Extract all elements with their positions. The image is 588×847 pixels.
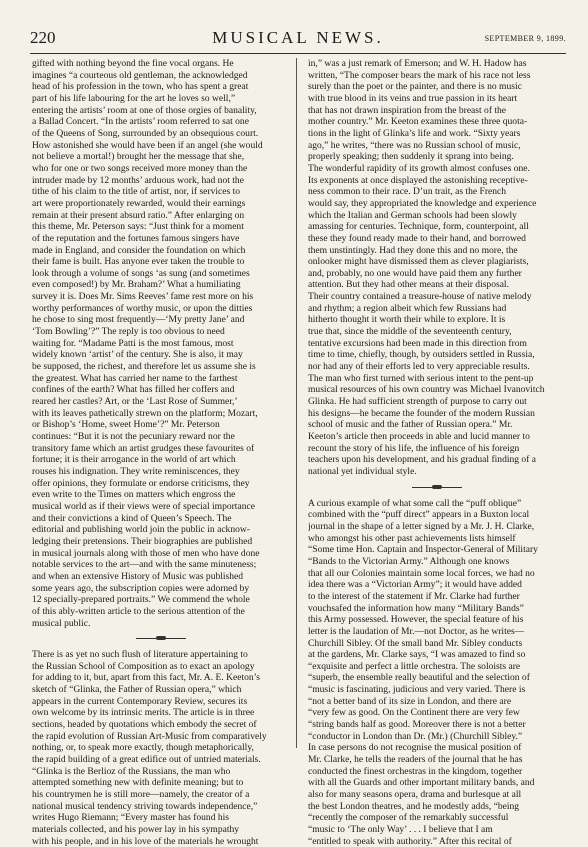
- text-line: “exquisite and perfect a little orchestra. The soloists are: [308, 660, 521, 672]
- text-line: “not a better band of its size in London, and there are: [308, 695, 512, 707]
- article-puff-oblique: [308, 498, 566, 847]
- text-line: appears in the current Contemporary Review, secures its: [32, 695, 248, 707]
- text-line: or Bishop’s ‘Home, sweet Home’?” Mr. Peterson: [32, 419, 220, 431]
- text-line: Keeton’s article then proceeds in able and lucid manner to: [308, 431, 530, 442]
- text-line: be supposed, the richest, and therefore let us assume she is: [32, 361, 256, 373]
- text-line: own welcome by its intrinsic merits. The article is in three: [32, 707, 255, 719]
- text-line: and their convictions a kind of Queen’s Speech. The: [32, 512, 232, 524]
- text-line: “superb, the ensemble really beautiful and the selection of: [308, 672, 530, 684]
- header-rule: [30, 53, 566, 54]
- text-line: national musical tendency striving towards independence,”: [32, 800, 258, 812]
- text-line: school of music and the father of Russian opera.” Mr.: [308, 419, 513, 431]
- text-line: fortune; it is their arrogance in the world of art which: [32, 454, 236, 466]
- text-line: national yet individual style.: [308, 465, 417, 477]
- text-line: “entitled to speak with authority.” After this recital of: [308, 835, 512, 847]
- text-line: offer opinions, they formulate or endorse criticisms, they: [32, 477, 250, 489]
- text-line: confines of the earth? What has filled her coffers and: [32, 384, 235, 396]
- text-line: even composed!) by Mr. Braham?’ What a humiliating: [32, 279, 241, 291]
- text-line: art were proportionately rewarded, would their earnings: [32, 197, 246, 209]
- text-line: even write to the Times on matters which engross the: [32, 489, 236, 501]
- text-line: with its leaves pathetically strewn on the platform; Mozart,: [32, 407, 258, 419]
- text-line: reared her castles? Art, or the ‘Last Rose of Summer,’: [32, 396, 238, 408]
- text-line: waiting for. “Madame Patti is the most famous, most: [32, 337, 234, 349]
- article-glinka-continued: [308, 58, 566, 478]
- text-line: who amongst his other past achievements lists himself: [308, 532, 516, 544]
- text-line: for adding to it, but, apart from this fact, Mr. A. E. Keeton’s: [32, 672, 261, 684]
- right-column: [308, 58, 566, 847]
- text-line: his countrymen he is still more—namely, the creator of a: [32, 789, 250, 801]
- text-line: There is as yet no such flush of literature appertaining to: [32, 649, 248, 661]
- text-line: tithe of his claim to the title of artist, nor, if services to: [32, 186, 241, 198]
- text-line: notable services to the art—and with the same minuteness;: [32, 559, 257, 571]
- text-line: widely known ‘artist’ of the century. She is also, it may: [32, 349, 243, 361]
- text-line: with all the Guards and other important military bands, and: [308, 777, 535, 789]
- text-line: and, probably, no one would have paid them any further: [308, 267, 522, 279]
- text-line: survey it is. Does Mr. Sims Reeves’ fame rest more on his: [32, 291, 254, 303]
- text-line: onlooker might have dismissed them as clever plagiarists,: [308, 256, 529, 268]
- text-line: the Russian School of Composition as to exact an apology: [32, 660, 255, 672]
- text-line: transitory fame which an artist grudges these favourites of: [32, 442, 255, 454]
- text-line: 12 specially-prepared portraits.” We commend the whole: [32, 594, 250, 606]
- text-line: of the reputation and the fortunes famous singers have: [32, 232, 240, 244]
- text-line: their fame is built. Has anyone ever taken the trouble to: [32, 256, 245, 268]
- text-line: sections, headed by quotations which embody the secret of: [32, 719, 257, 731]
- text-line: “very few as good. On the Continent there are very few: [308, 707, 520, 719]
- text-line: letter is the laudation of Mr.—not Doctor, as he writes—: [308, 625, 525, 637]
- text-line: Their country contained a treasure-house of native melody: [308, 291, 532, 303]
- text-line: vouchsafed the information how many “Military Bands”: [308, 602, 524, 614]
- text-line: this theme, Mr. Peterson says: “Just think for a moment: [32, 221, 244, 233]
- text-line: which the Italian and German schools had been slowly: [308, 209, 517, 221]
- text-line: who for one or two songs received more money than the: [32, 162, 248, 174]
- text-line: of this ably-written article to the serious attention of the: [32, 605, 245, 617]
- text-line: of the Queens of Song, surrounded by an obsequious court.: [32, 127, 259, 139]
- text-line: recount the story of his life, the influence of his foreign: [308, 442, 520, 454]
- text-line: these they found ready made to their hand, and borrowed: [308, 232, 526, 244]
- text-line: combined with the “puff direct” appears in a Buxton local: [308, 509, 530, 521]
- text-line: surely than the poet or the painter, and there is no music: [308, 81, 522, 93]
- text-line: How astonished she would have been if an angel (she would: [32, 139, 263, 151]
- text-line: journal in the shape of a letter signed by a Mr. J. H. Clarke,: [308, 520, 535, 532]
- text-line: that all our Colonies maintain some local forces, we had no: [308, 567, 535, 579]
- text-line: look through a volume of songs ‘as sung (and sometimes: [32, 267, 250, 279]
- text-line: amassing for centuries. Technique, form, counterpoint, all: [308, 221, 529, 233]
- section-separator: [32, 629, 290, 649]
- column-divider: [296, 58, 297, 748]
- text-line: “Some time Hon. Captain and Inspector-General of Military: [308, 544, 538, 556]
- text-line: continues: “But it is not the pecuniary reward nor the: [32, 431, 235, 442]
- text-line: “conductor in London than Dr. (Mr.) (Churchill Sibley.”: [308, 730, 523, 742]
- text-line: the rapid evolution of Russian Art-Music from comparatively: [32, 730, 267, 742]
- text-line: ness common to their race. D’un trait, as the French: [308, 186, 507, 198]
- left-column: [32, 58, 290, 847]
- text-line: mother country.” Mr. Keeton examines these three quota-: [308, 116, 528, 128]
- text-line: Churchill Sibley. Of the small band Mr. Sibley conducts: [308, 637, 523, 649]
- text-line: worthy performances of worthy music, or upon the ditties: [32, 302, 253, 314]
- text-line: in,” was a just remark of Emerson; and W. H. Hadow has: [308, 58, 527, 69]
- text-line: a Ballad Concert. “In the artists’ room referred to sat one: [32, 116, 249, 128]
- text-line: A curious example of what some call the “puff oblique”: [308, 497, 522, 509]
- text-line: writes Hugo Riemann; “Every master has found his: [32, 812, 229, 824]
- text-line: some years ago, the subscription copies were adorned by: [32, 582, 250, 594]
- text-line: hitherto thought it worth their while to explore. It is: [308, 314, 506, 326]
- text-line: The wonderful rapidity of its growth almost confuses one.: [308, 162, 530, 174]
- text-line: ledging their pretensions. Their biographies are published: [32, 535, 253, 547]
- page-header: [30, 26, 566, 50]
- text-line: attention. But they had other means at their disposal.: [308, 279, 509, 291]
- text-line: The man who first turned with serious intent to the pent-up: [308, 372, 534, 384]
- text-line: Glinka. He had sufficient strength of purpose to carry out: [308, 396, 527, 408]
- text-line: that has not drawn inspiration from the breast of the: [308, 104, 507, 116]
- section-separator: [308, 478, 566, 498]
- text-line: ago,” he writes, “there was no Russian school of music,: [308, 139, 521, 151]
- publication-title: MUSICAL NEWS.: [212, 28, 384, 47]
- text-line: nor had any of their efforts led to very appreciable results.: [308, 361, 530, 373]
- text-line: teachers upon his development, and his gradual finding of a: [308, 454, 537, 466]
- text-line: he chose to sing most frequently—‘My pretty Jane’ and: [32, 314, 245, 326]
- text-line: time to time, chiefly, though, by outsiders settled in Russia,: [308, 349, 535, 361]
- article-glinka-intro: [32, 649, 290, 847]
- text-line: entering the artists’ room at one of those orgies of banality,: [32, 104, 257, 116]
- text-line: “recently the composer of the remarkably successful: [308, 812, 509, 824]
- text-line: “music is fascinating, judicious and very varied. There is: [308, 684, 526, 696]
- text-line: editorial and publishing world join the public in acknow-: [32, 524, 250, 536]
- text-line: “Bands to the Victorian Army.” Although one knows: [308, 555, 510, 567]
- text-line: part of his life labouring for the art he loves so well,”: [32, 92, 236, 104]
- text-line: nothing, or, to speak more exactly, though metaphorically,: [32, 742, 254, 754]
- text-line: remain at their present absurd ratio.” After enlarging on: [32, 209, 245, 221]
- text-line: musical public.: [32, 617, 91, 629]
- article-peterson-continued: [32, 58, 290, 629]
- text-line: rouses his indignation. They write reminiscences, they: [32, 465, 240, 477]
- page-number: 220: [30, 28, 56, 47]
- text-line: “string bands half as good. Moreover there is not a better: [308, 719, 526, 731]
- text-line: also for many seasons opera, drama and burlesque at all: [308, 789, 522, 801]
- text-line: made in England, and consider the foundation on which: [32, 244, 246, 256]
- text-line: not believe a mortal!) brought her the message that she,: [32, 151, 245, 163]
- text-line: the rapid building of a great edifice out of untried materials.: [32, 754, 261, 766]
- text-line: properly speaking; then suddenly it sprang into being.: [308, 151, 514, 163]
- text-line: “music to ‘The only Way’ . . . I believe that I am: [308, 824, 493, 835]
- text-line: ‘Tom Bowling’?” The reply is too obvious to need: [32, 326, 225, 338]
- text-line: head of his profession in the town, who has spent a great: [32, 81, 249, 93]
- text-line: gifted with nothing beyond the fine vocal organs. He: [32, 58, 234, 69]
- text-line: idea there was a “Victorian Army”; it would have added: [308, 579, 522, 591]
- text-line: and rhythm; a region albeit which few Russians had: [308, 302, 507, 314]
- text-line: with true blood in its veins and true passion in its heart: [308, 92, 518, 104]
- text-line: intruder made by 12 months’ arduous work, had not the: [32, 174, 244, 186]
- text-line: the greatest. What has carried her name to the farthest: [32, 372, 238, 384]
- text-line: at the gardens, Mr. Clarke says, “I was amazed to find so: [308, 649, 526, 661]
- text-line: them unstintingly. Had they done this and no more, the: [308, 244, 518, 256]
- text-line: tions in the light of Glinka’s life and work. “Sixty years: [308, 127, 521, 139]
- text-line: Mr. Clarke, he tells the readers of the journal that he has: [308, 754, 523, 766]
- text-line: “Glinka is the Berlioz of the Russians, the man who: [32, 765, 231, 777]
- text-line: would say, they appropriated the knowledge and experience: [308, 197, 537, 209]
- text-line: to the interest of the statement if Mr. Clarke had further: [308, 590, 520, 602]
- text-line: conducted the finest orchestras in the kingdom, together: [308, 765, 523, 777]
- text-line: true that, since the middle of the seventeenth century,: [308, 326, 512, 338]
- text-line: written, “The composer bears the mark of his race not less: [308, 69, 531, 81]
- issue-date: SEPTEMBER 9, 1899.: [484, 34, 566, 43]
- text-line: musical world as if their views were of special importance: [32, 500, 255, 512]
- text-line: with his people, and in his love of the materials he wrought: [32, 835, 259, 847]
- text-line: sketch of “Glinka, the Father of Russian opera,” which: [32, 684, 242, 696]
- text-line: musical resources of his own country was Michael Ivanovitch: [308, 384, 545, 396]
- text-line: the best London theatres, and he modestly adds, “being: [308, 800, 520, 812]
- text-line: in musical journals along with those of men who have done: [32, 547, 260, 559]
- text-line: and when an extensive History of Music was published: [32, 570, 244, 582]
- text-line: tentative excursions had been made in this direction from: [308, 337, 527, 349]
- text-line: imagines “a courteous old gentleman, the acknowledged: [32, 69, 248, 81]
- text-line: attempted something new with definite meaning; but to: [32, 777, 244, 789]
- text-line: his designs—he became the founder of the modern Russian: [308, 407, 535, 419]
- text-line: this Army possessed. However, the special feature of his: [308, 614, 524, 626]
- text-line: materials collected, and his power lay in his sympathy: [32, 824, 240, 835]
- text-line: In case persons do not recognise the musical position of: [308, 742, 522, 754]
- text-line: Its exponents at once displayed the astonishing receptive-: [308, 174, 528, 186]
